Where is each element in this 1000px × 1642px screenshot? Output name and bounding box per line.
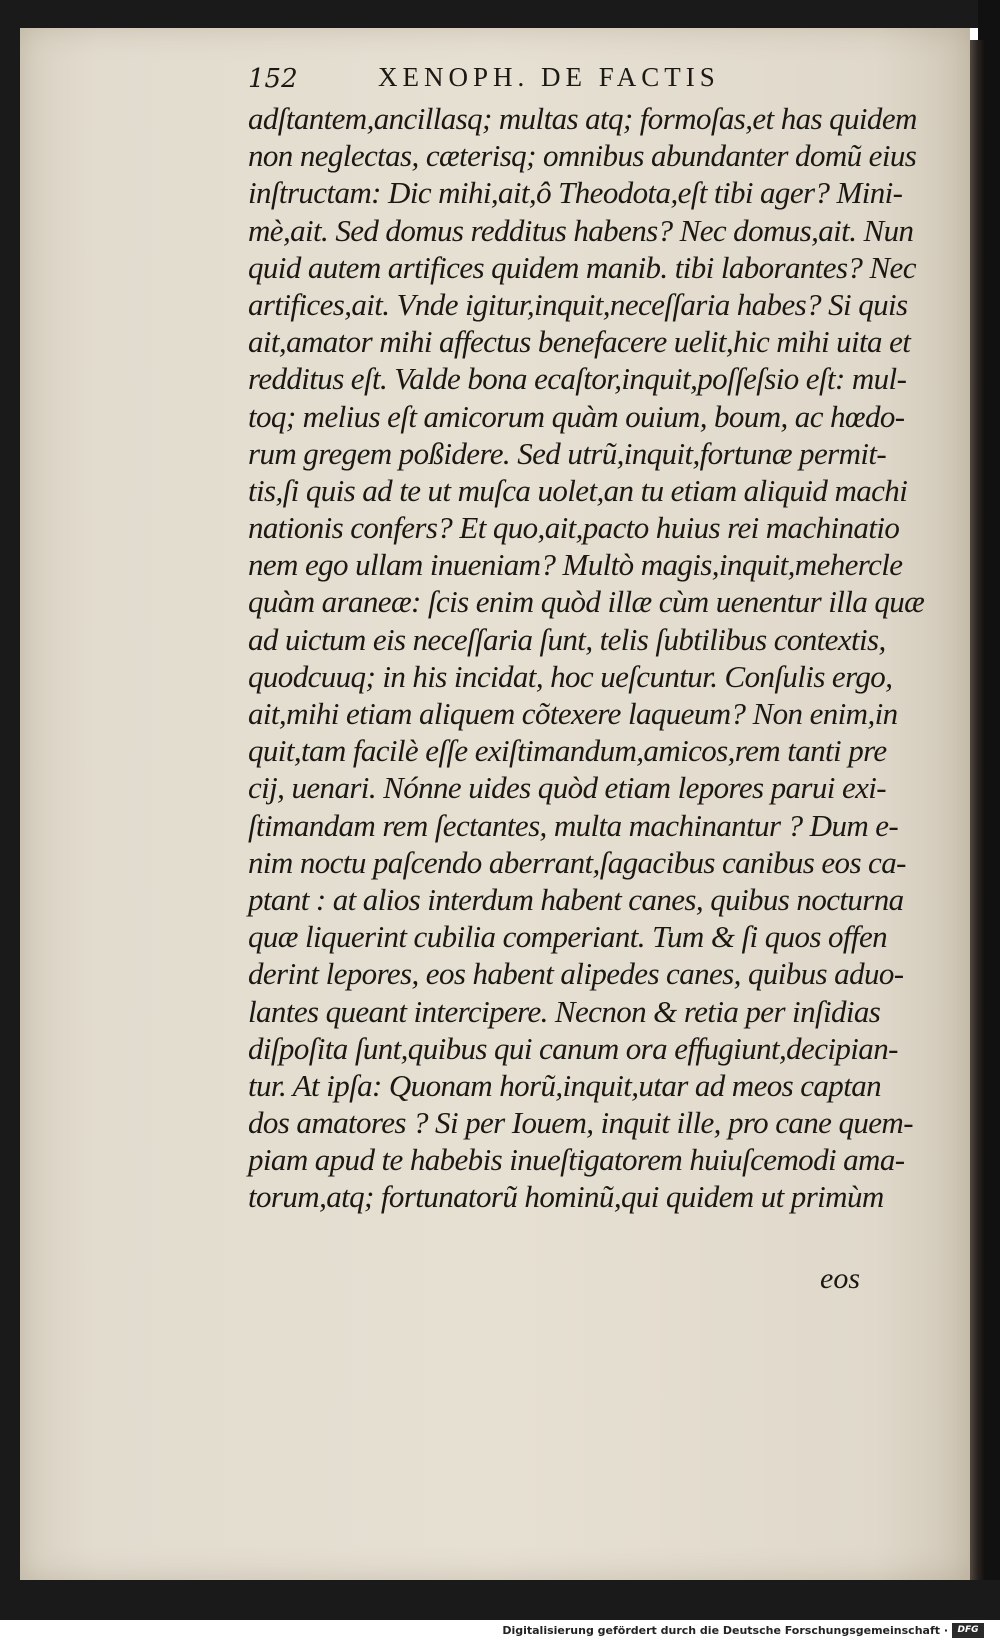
text-line: nationis confers? Et quo,ait,pacto huius rei machinatio bbox=[248, 510, 900, 546]
text-line: diſpoſita ſunt,quibus qui canum ora effugiunt,decipian- bbox=[248, 1030, 898, 1066]
scan-border-top bbox=[0, 0, 1000, 28]
text-line: toq; melius eſt amicorum quàm ouium, boum, ac hœdo- bbox=[248, 398, 905, 434]
text-line: lantes queant intercipere. Necnon & retia per inſidias bbox=[248, 993, 881, 1029]
text-line: cij, uenari. Nónne uides quòd etiam lepores parui exi- bbox=[248, 770, 887, 806]
text-line: redditus eſt. Valde bona ecaſtor,inquit,poſſeſsio eſt: mul- bbox=[248, 361, 907, 397]
text-line: nim noctu paſcendo aberrant,ſagacibus canibus eos ca- bbox=[248, 844, 906, 880]
text-line: non neglectas, cæterisq; omnibus abundanter domũ eius bbox=[248, 138, 917, 174]
text-line: dos amatores ? Si per Iouem, inquit ille, pro cane quem- bbox=[248, 1105, 913, 1141]
text-line: quæ liquerint cubilia comperiant. Tum & ſi quos offen bbox=[248, 919, 887, 955]
book-binding-edge bbox=[968, 40, 984, 1580]
body-text bbox=[248, 100, 925, 1216]
scan-border-left bbox=[0, 0, 20, 1620]
text-line: tur. At ipſa: Quonam horũ,inquit,utar ad meos captan bbox=[248, 1067, 882, 1103]
text-line: quàm araneæ: ſcis enim quòd illæ cùm uenentur illa quæ bbox=[248, 584, 925, 620]
running-title: XENOPH. DE FACTIS bbox=[378, 62, 720, 92]
text-line: quid autem artifices quidem manib. tibi laborantes? Nec bbox=[248, 249, 916, 285]
text-line: ait,amator mihi affectus benefacere uelit,hic mihi uita et bbox=[248, 324, 911, 360]
text-line: rum gregem poßidere. Sed utrũ,inquit,fortunæ permit- bbox=[248, 435, 887, 471]
text-line: quit,tam facilè eſſe exiſtimandum,amicos,rem tanti pre bbox=[248, 733, 887, 769]
text-line: nem ego ullam inueniam? Multò magis,inquit,mehercle bbox=[248, 547, 903, 583]
catchword: eos bbox=[820, 1262, 860, 1295]
text-line: quodcuuq; in his incidat, hoc ueſcuntur. Conſulis ergo, bbox=[248, 658, 893, 694]
dfg-logo: DFG bbox=[952, 1623, 984, 1638]
text-line: ſtimandam rem ſectantes, multa machinantur ? Dum e- bbox=[248, 807, 899, 843]
funding-credit: Digitalisierung gefördert durch die Deutsche Forschungsgemeinschaft · bbox=[502, 1624, 948, 1637]
text-line: ptant : at alios interdum habent canes, quibus nocturna bbox=[248, 881, 904, 917]
scan-border-bottom bbox=[0, 1580, 1000, 1620]
footer-bar bbox=[0, 1620, 1000, 1642]
text-line: mè,ait. Sed domus redditus habens? Nec domus,ait. Nun bbox=[248, 212, 914, 248]
text-line: adſtantem,ancillasq; multas atq; formoſas,et has quidem bbox=[248, 101, 917, 136]
text-line: torum,atq; fortunatorũ hominũ,qui quidem ut primùm bbox=[248, 1179, 884, 1215]
text-line: artifices,ait. Vnde igitur,inquit,neceſſaria habes? Si quis bbox=[248, 286, 908, 322]
text-line: ait,mihi etiam aliquem cõtexere laqueum? Non enim,in bbox=[248, 696, 898, 731]
text-line: inſtructam: Dic mihi,ait,ô Theodota,eſt tibi ager? Mini- bbox=[248, 175, 903, 211]
text-line: piam apud te habebis inueſtigatorem huiuſcemodi ama- bbox=[248, 1142, 905, 1178]
text-line: tis,ſi quis ad te ut muſca uolet,an tu etiam aliquid machi bbox=[248, 472, 908, 508]
text-line: ad uictum eis neceſſaria ſunt, telis ſubtilibus contextis, bbox=[248, 621, 886, 657]
text-line: derint lepores, eos habent alipedes canes, quibus aduo- bbox=[248, 956, 904, 992]
running-head bbox=[248, 58, 808, 98]
page-number: 152 bbox=[248, 64, 298, 94]
